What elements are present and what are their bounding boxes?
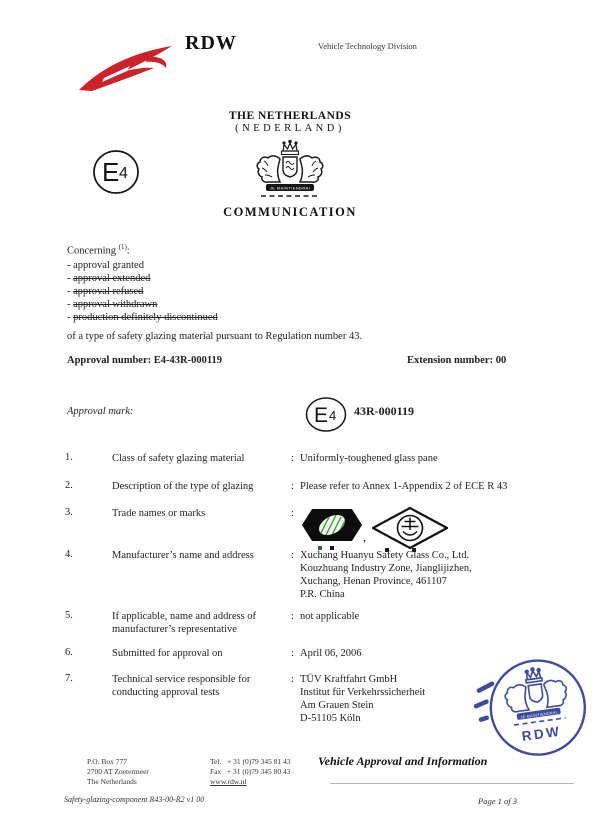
document-reference: Safety-glazing-component R43-00-R2 v1 00 [64,795,205,804]
footer-tel: Tel. + 31 (0)79 345 81 43 [210,757,291,766]
concerning-options [67,260,218,325]
country-native-title: (NEDERLAND) [235,123,345,134]
option-approval-granted: - approval granted [67,260,144,271]
option-production-discontinued: - production definitely discontinued [67,311,218,323]
option-approval-extended: - approval extended [67,272,151,284]
approval-mark-e4-icon [305,397,347,437]
communication-heading: COMMUNICATION [223,205,357,219]
arms-motto-text: JE MAINTIENDRAI [269,185,311,191]
e4-approval-badge-icon [92,149,140,200]
footer-contact [210,757,291,788]
approval-number: Approval number: E4-43R-000119 [67,355,222,366]
rdw-blue-stamp-icon [472,655,598,768]
concerning-label: Concerning $^{(1)}$: [67,243,130,257]
trademark-hexagon-icon [301,505,363,550]
svg-text:E: E [314,404,329,427]
e4-letter: E [102,157,120,187]
page-number: Page 1 of 3 [478,796,517,806]
stamp-rdw-text: RDW [520,723,563,745]
scanned-certificate-page: RDW Vehicle Technology Division THE NETHERLANDS (NEDERLAND) E 4 JE MAINTIENDRAI COMMUNICATION Concerning $^{(1)}$: - approval granted - approval extended - approval refused - approval withdrawn - production definitely discontinued of a type of safety glazing material pursuant to Regulation number 43. Approval number: E4-43R-000119 Extension number: 00 Approval mark: E 4 43R-000119 1. Class of safety glazing material : Uniformly-toughened glass pane 2. Description of the type of glazing : Please refer to Annex 1-Appendix 2 of ECE R 43 3. Trade names or marks : , 4. Manufacturer’s name and address : Xuchang Huanyu Safety Glass Co., Ltd. Kouzhuang Industry Zone, Jianglijizhen, Xuchang, Henan Province, 461107 P.R. China 5. If applicable, name and address of manufacturer’s representative : not applicable 6. Submitted for approval on : April 06, 2006 7. Technical service responsible for conducting approval tests : TÜV Kraftfahrt GmbH Institut für Verkehrssicherheit Am Grauen Stein D-51105 Köln JE MAINTIENDRAI RDW P.O. Box 777 2700 AT Zoetermeer The Netherlands Tel. + 31 (0)79 345 81 43 Fax + 31 (0)79 345 80 43 www.rdw.nl Vehicle Approval and Information Safety-glazing-component R43-00-R2 v1 00 Page 1 of 3 [0,0,600,837]
footer-website-link: www.rdw.nl [210,777,247,787]
footer-address: P.O. Box 777 2700 AT Zoetermeer The Netherlands [87,757,149,787]
footer-fax: Fax + 31 (0)79 345 80 43 [210,767,291,777]
rdw-wordmark: RDW [185,32,237,54]
footer-rule [330,783,574,784]
option-approval-withdrawn: - approval withdrawn [67,298,158,310]
footer-department: Vehicle Approval and Information [318,754,488,768]
e4-digit: 4 [119,165,128,182]
subject-line: of a type of safety glazing material pursuant to Regulation number 43. [67,331,363,342]
footnote-ref: (1) [118,243,127,251]
division-title: Vehicle Technology Division [318,41,417,51]
svg-text:4: 4 [329,408,337,423]
approval-mark-code: 43R-000119 [354,404,414,418]
rdw-logo-icon [78,40,174,99]
trademark-separator: , [363,530,366,544]
trademark-diamond-icon [372,507,448,554]
stamp-motto-text: JE MAINTIENDRAI [520,710,558,720]
option-approval-refused: - approval refused [67,285,144,297]
approval-mark-label: Approval mark: [67,406,134,417]
extension-number: Extension number: 00 [407,355,507,366]
netherlands-coat-of-arms-icon [247,139,333,208]
country-title: THE NETHERLANDS [228,110,352,122]
